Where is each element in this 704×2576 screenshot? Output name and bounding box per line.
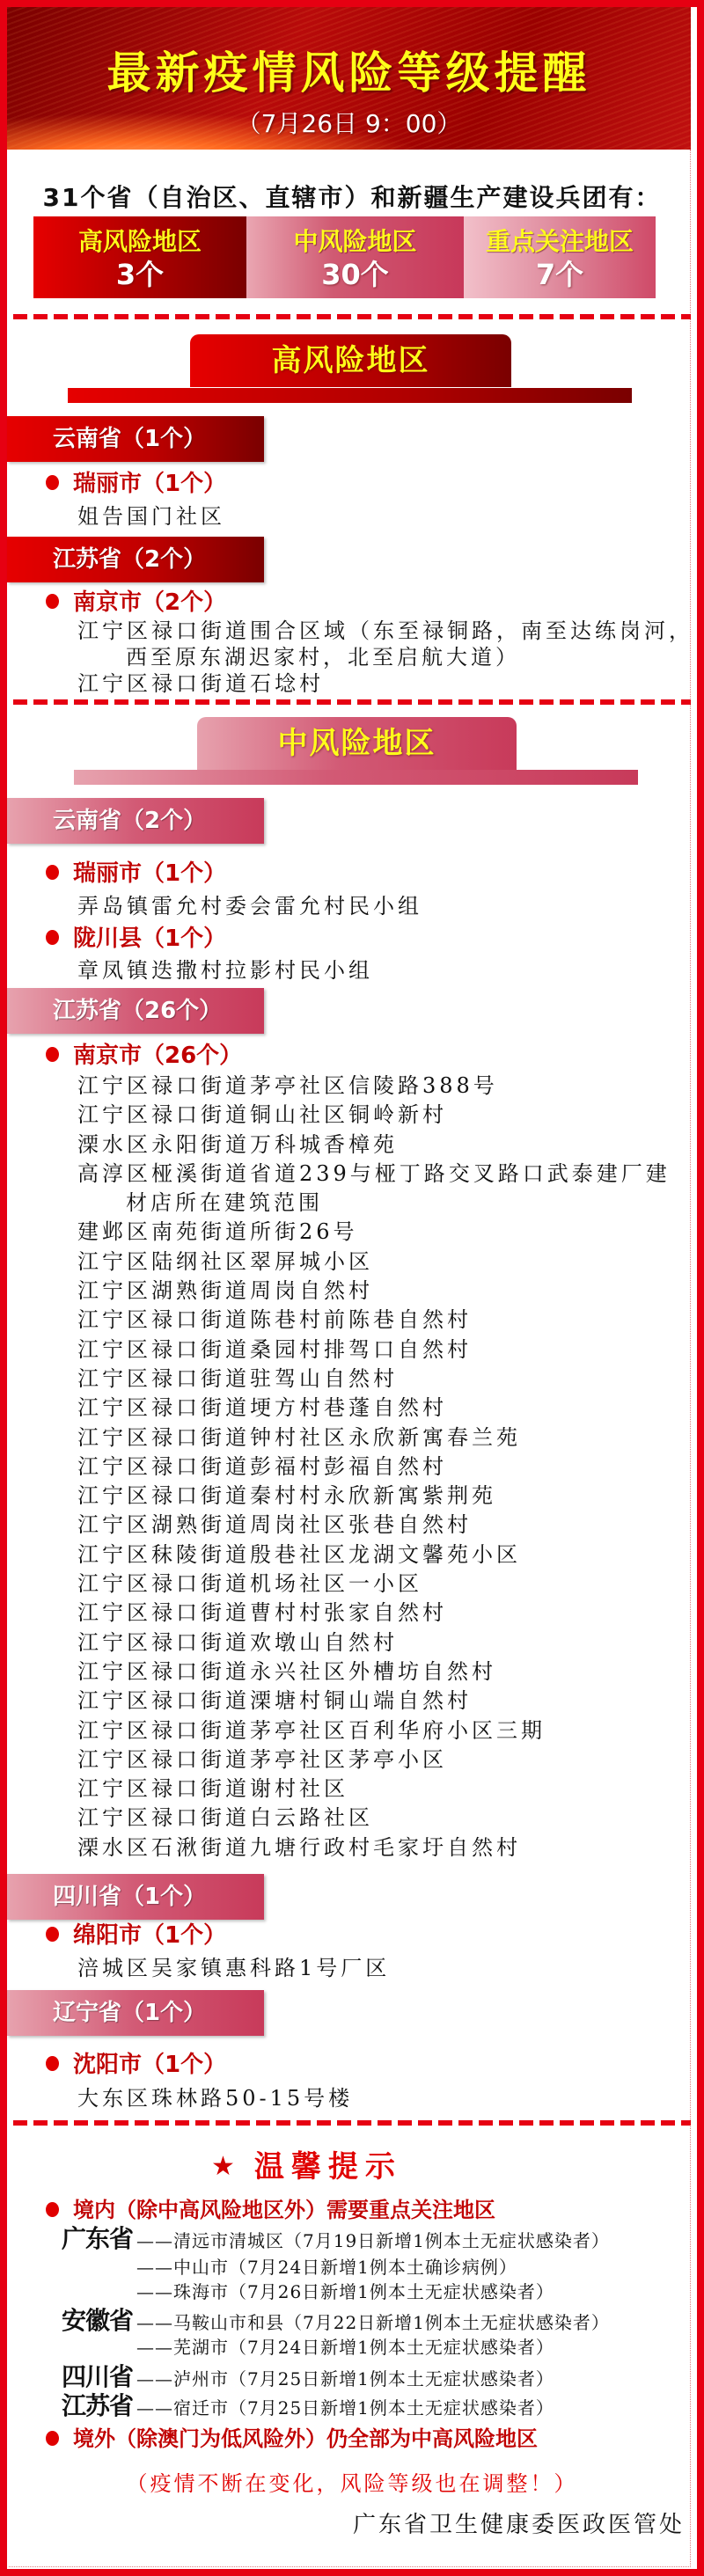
area-item: 江宁区陆纲社区翠屏城小区 [77,1248,373,1274]
summary-label: 高风险地区 [77,227,202,256]
overseas-heading-text: 境外（除澳门为低风险外）仍全部为中高风险地区 [73,2426,538,2451]
tip-row [62,2333,610,2361]
dashed-divider [13,314,691,319]
tip-province: 安徽省 [62,2306,134,2335]
area-item: 江宁区禄口街道谢村社区 [77,1776,348,1802]
area-item: 江宁区禄口街道秦村村永欣新寓紫荆苑 [77,1483,496,1509]
header-banner [7,7,691,150]
province-header: 江苏省（26个） [7,988,264,1034]
signature: 广东省卫生健康委医政医管处 [352,2512,685,2538]
tip-province: 广东省 [62,2224,134,2253]
area-item: 建邺区南苑街道所街26号 [77,1219,358,1245]
star-icon: ★ [211,2151,235,2182]
area-item: 江宁区禄口街道陈巷村前陈巷自然村 [77,1307,472,1333]
high-risk-title: 高风险地区 [190,334,511,387]
area-item: 江宁区湖熟街道周岗自然村 [77,1278,373,1304]
tip-row [62,2363,610,2391]
city-name: 南京市（2个） [73,589,227,616]
change-note: （疫情不断在变化，风险等级也在调整！） [126,2471,578,2496]
province-header: 辽宁省（1个） [7,1990,264,2036]
tip-detail: ——清远市清城区（7月19日新增1例本土无症状感染者） [136,2230,610,2251]
province-header: 云南省（2个） [7,798,264,844]
city-name: 陇川县（1个） [73,926,227,952]
city-name: 瑞丽市（1个） [73,860,227,887]
domestic-heading-text: 境内（除中高风险地区外）需要重点关注地区 [73,2198,495,2222]
tips-title [211,2147,402,2187]
bullet-icon [46,865,59,880]
update-time: （7月26日 9：00） [236,109,462,138]
domestic-heading [46,2196,495,2224]
tip-row [62,2278,610,2306]
summary-high-risk [33,216,246,298]
area-item: 江宁区禄口街道钟村社区永欣新寓春兰苑 [77,1424,521,1450]
city-heading [46,589,226,617]
tips-title-text: 温馨提示 [253,2149,402,2184]
tip-detail: ——芜湖市（7月24日新增1例本土无症状感染者） [136,2337,554,2358]
area-item: 江宁区禄口街道茅亭社区百利华府小区三期 [77,1717,546,1743]
summary-count: 7个 [535,258,584,291]
area-item: 江宁区禄口街道石埝村 [77,671,324,696]
tip-row [62,2307,610,2335]
tip-detail: ——泸州市（7月25日新增1例本土无症状感染者） [136,2368,554,2389]
city-heading [46,470,226,498]
bullet-icon [46,1047,59,1062]
page-title: 最新疫情风险等级提醒 [106,48,591,99]
area-item: 江宁区禄口街道埂方村巷蓬自然村 [77,1395,447,1421]
tip-province: 江苏省 [62,2391,134,2420]
bullet-icon [46,1927,59,1942]
province-header: 云南省（1个） [7,416,264,462]
area-item: 江宁区禄口街道桑园村排驾口自然村 [77,1336,472,1362]
summary-count: 30个 [321,258,389,291]
bullet-icon [46,2202,59,2217]
area-item: 江宁区禄口街道机场社区一小区 [77,1571,422,1597]
area-item: 溧水区永阳街道万科城香樟苑 [77,1131,398,1157]
city-heading [46,1921,226,1950]
tip-row [62,2225,610,2253]
tip-detail: ——宿迁市（7月25日新增1例本土无症状感染者） [136,2397,554,2419]
city-heading [46,2051,226,2079]
area-item: 溧水区石湫街道九塘行政村毛家圩自然村 [77,1834,521,1860]
city-name: 沈阳市（1个） [73,2052,227,2078]
city-name: 绵阳市（1个） [73,1922,227,1949]
area-item: 江宁区禄口街道白云路社区 [77,1805,373,1831]
bullet-icon [46,2056,59,2071]
city-heading [46,925,226,953]
tip-detail: ——中山市（7月24日新增1例本土确诊病例） [136,2257,517,2278]
dashed-divider [13,2120,691,2126]
tip-province: 四川省 [62,2362,134,2391]
overseas-heading [46,2425,538,2453]
area-item: 江宁区禄口街道永兴社区外槽坊自然村 [77,1658,496,1684]
tip-row [62,2392,610,2420]
tip-detail: ——马鞍山市和县（7月22日新增1例本土无症状感染者） [136,2312,610,2333]
area-item: 江宁区禄口街道彭福村彭福自然村 [77,1453,447,1479]
tips-rows [62,2225,610,2420]
area-item: 江宁区秣陵街道殷巷社区龙湖文馨苑小区 [77,1541,521,1567]
high-risk-bar [68,388,632,403]
province-header: 江苏省（2个） [7,537,264,582]
bullet-icon [46,475,59,490]
city-name: 瑞丽市（1个） [73,471,227,497]
summary-key-attention [464,216,656,298]
area-item: 江宁区禄口街道曹村村张家自然村 [77,1600,447,1626]
tip-detail: ——珠海市（7月26日新增1例本土无症状感染者） [136,2281,554,2302]
area-item: 江宁区禄口街道围合区域（东至禄铜路，南至达练岗河，西至原东湖迟家村，北至启航大道） [77,618,693,670]
area-item: 章凤镇迭撒村拉影村民小组 [77,958,373,983]
bullet-icon [46,930,59,945]
bullet-icon [46,2431,59,2446]
bullet-icon [46,594,59,609]
city-heading [46,1042,242,1070]
summary-mid-risk [246,216,464,298]
nanjing-area-list [77,1072,693,1862]
area-item: 姐告国门社区 [77,504,225,529]
area-item: 弄岛镇雷允村委会雷允村民小组 [77,894,422,918]
area-item: 大东区珠林路50-15号楼 [77,2086,354,2111]
area-item: 涪城区吴家镇惠科路1号厂区 [77,1956,391,1980]
dashed-divider [13,699,691,705]
area-item: 江宁区禄口街道溧塘村铜山端自然村 [77,1688,472,1714]
area-item: 江宁区湖熟街道周岗社区张巷自然村 [77,1512,472,1538]
city-name: 南京市（26个） [73,1043,243,1069]
area-item: 江宁区禄口街道茅亭社区信陵路388号 [77,1073,498,1098]
city-heading [46,860,226,888]
area-item: 江宁区禄口街道茅亭社区茅亭小区 [77,1746,447,1772]
area-item: 江宁区禄口街道欢墩山自然村 [77,1629,398,1655]
area-item: 江宁区禄口街道铜山社区铜岭新村 [77,1102,447,1128]
area-item: 高淳区桠溪街道省道239与桠丁路交叉路口武泰建厂建材店所在建筑范围 [77,1160,671,1216]
area-item: 江宁区禄口街道驻驾山自然村 [77,1365,398,1391]
summary-count: 3个 [115,258,165,291]
summary-intro: 31个省（自治区、直辖市）和新疆生产建设兵团有： [42,183,662,212]
summary-label: 重点关注地区 [485,227,634,256]
mid-risk-title: 中风险地区 [197,717,517,770]
summary-label: 中风险地区 [293,227,417,256]
mid-risk-bar [74,770,638,785]
province-header: 四川省（1个） [7,1874,264,1920]
